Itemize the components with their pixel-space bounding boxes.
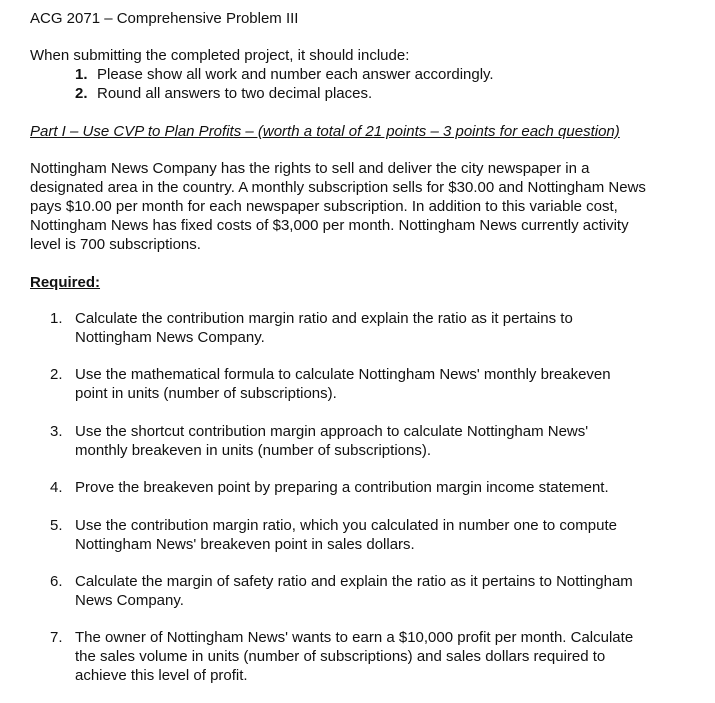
question-line: point in units (number of subscriptions). [75, 385, 337, 402]
required-heading: Required: [30, 274, 101, 291]
question-line: Use the contribution margin ratio, which you calculated in number one to compute [75, 517, 617, 534]
scenario-line: designated area in the country. A monthly subscription sells for $30.00 and Nottingham News [30, 179, 646, 196]
instruction-number: 2. [75, 85, 88, 102]
question-line: Nottingham News Company. [75, 329, 265, 346]
question-line: Use the shortcut contribution margin approach to calculate Nottingham News' [75, 423, 589, 440]
question-line: monthly breakeven in units (number of subscriptions). [75, 442, 432, 459]
question-number: 7. [50, 629, 63, 646]
instruction-item [75, 84, 494, 103]
question-line: Calculate the contribution margin ratio and explain the ratio as it pertains to [75, 310, 573, 327]
scenario-line: Nottingham News has fixed costs of $3,000 per month. Nottingham News currently activity [30, 217, 629, 234]
scenario-line: Nottingham News Company has the rights to sell and deliver the city newspaper in a [30, 160, 590, 177]
question-number: 6. [50, 573, 63, 590]
submission-intro: When submitting the completed project, it should include: [30, 47, 410, 64]
question-line: Prove the breakeven point by preparing a contribution margin income statement. [75, 479, 609, 496]
scenario-line: level is 700 subscriptions. [30, 236, 201, 253]
question-text [75, 422, 588, 460]
question-text [75, 478, 609, 497]
question-line: achieve this level of profit. [75, 667, 248, 684]
part-heading: Part I – Use CVP to Plan Profits – (worth a total of 21 points – 3 points for each question) [30, 123, 620, 140]
question-line: The owner of Nottingham News' wants to earn a $10,000 profit per month. Calculate [75, 629, 634, 646]
question-line: Calculate the margin of safety ratio and explain the ratio as it pertains to Nottingham [75, 573, 633, 590]
question-number: 2. [50, 366, 63, 383]
scenario-paragraph [30, 159, 646, 254]
question-line: Use the mathematical formula to calculate Nottingham News' monthly breakeven [75, 366, 611, 383]
question-number: 4. [50, 479, 63, 496]
instruction-number: 1. [75, 66, 88, 83]
question-text [75, 365, 611, 403]
scenario-line: pays $10.00 per month for each newspaper subscription. In addition to this variable cost, [30, 198, 618, 215]
document-title: ACG 2071 – Comprehensive Problem III [30, 10, 299, 27]
question-line: Nottingham News' breakeven point in sales dollars. [75, 536, 415, 553]
question-text [75, 516, 617, 554]
instruction-item [75, 65, 494, 84]
question-text [75, 572, 633, 610]
question-number: 3. [50, 423, 63, 440]
question-number: 5. [50, 517, 63, 534]
instruction-list [75, 65, 494, 103]
question-line: News Company. [75, 592, 184, 609]
question-line: the sales volume in units (number of subscriptions) and sales dollars required to [75, 648, 606, 665]
instruction-text: Please show all work and number each answer accordingly. [97, 66, 494, 83]
question-text [75, 309, 573, 347]
instruction-text: Round all answers to two decimal places. [97, 85, 373, 102]
question-number: 1. [50, 310, 63, 327]
question-text [75, 628, 633, 685]
